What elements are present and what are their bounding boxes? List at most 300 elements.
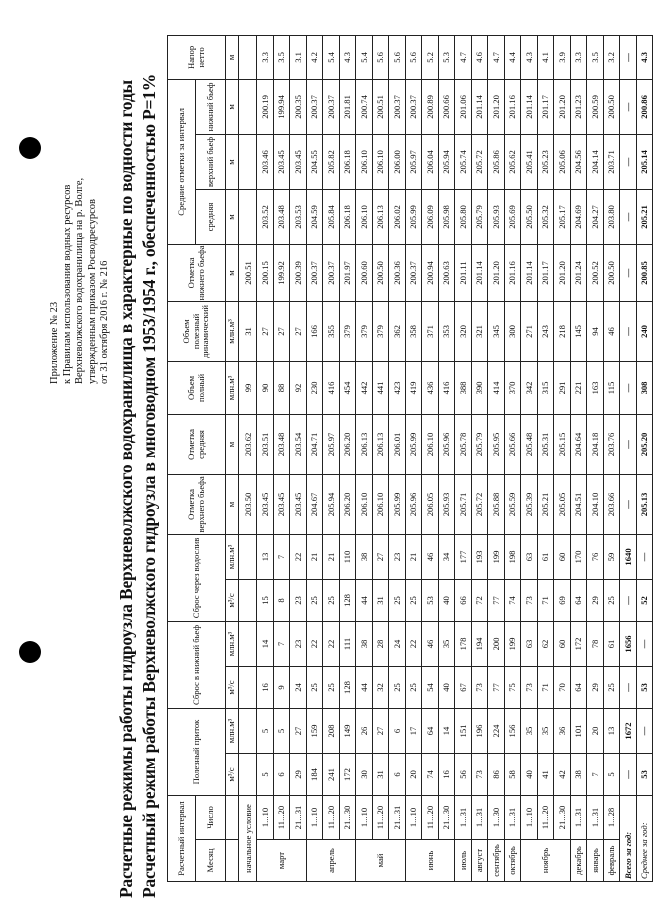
table-cell: 92 bbox=[290, 361, 307, 414]
table-cell: 206.05 bbox=[422, 474, 439, 534]
table-cell: 355 bbox=[323, 301, 340, 361]
table-cell: 115 bbox=[603, 361, 620, 414]
table-cell: 205.14 bbox=[636, 134, 653, 189]
table-row bbox=[372, 35, 389, 881]
table-cell: 22 bbox=[306, 621, 323, 666]
table-cell: 203.48 bbox=[273, 189, 290, 244]
table-cell: 7 bbox=[273, 621, 290, 666]
table-cell: 94 bbox=[587, 301, 604, 361]
table-cell: 61 bbox=[603, 621, 620, 666]
table-cell: 177 bbox=[455, 534, 472, 579]
table-row bbox=[306, 35, 323, 881]
header-mean-upper: верхний бьеф bbox=[196, 134, 226, 189]
month-cell: март bbox=[257, 840, 307, 882]
table-cell: 203.45 bbox=[290, 474, 307, 534]
table-cell bbox=[239, 666, 257, 708]
table-cell: 178 bbox=[455, 621, 472, 666]
table-cell: 205.72 bbox=[471, 474, 488, 534]
table-cell: 25 bbox=[603, 666, 620, 708]
table-cell: 205.96 bbox=[438, 414, 455, 474]
table-cell: 200.50 bbox=[372, 244, 389, 301]
table-cell: 71 bbox=[537, 579, 554, 621]
table-cell: 200.37 bbox=[405, 244, 422, 301]
table-cell: 101 bbox=[570, 708, 587, 753]
table-cell: 4.7 bbox=[455, 35, 472, 79]
table-cell: 206.13 bbox=[356, 414, 373, 474]
table-cell: 60 bbox=[554, 534, 571, 579]
table-cell: 40 bbox=[521, 754, 538, 796]
header-tailwater-discharge: Сброс в нижний бьеф bbox=[168, 621, 226, 708]
table-row bbox=[488, 35, 505, 881]
table-cell: 201.14 bbox=[521, 244, 538, 301]
table-cell: 203.66 bbox=[603, 474, 620, 534]
table-cell: 205.86 bbox=[488, 134, 505, 189]
table-cell: 46 bbox=[422, 534, 439, 579]
unit-cell: м³/с bbox=[226, 666, 239, 708]
table-cell: 203.50 bbox=[239, 474, 257, 534]
table-row bbox=[504, 35, 521, 881]
header-month: Месяц bbox=[196, 840, 226, 882]
table-cell: 72 bbox=[471, 579, 488, 621]
table-cell: 23 bbox=[389, 534, 406, 579]
day-cell: 21...31 bbox=[290, 796, 307, 840]
punch-hole-top bbox=[19, 137, 41, 159]
table-cell: 205.72 bbox=[471, 134, 488, 189]
table-cell: 25 bbox=[603, 579, 620, 621]
table-cell: 35 bbox=[521, 708, 538, 753]
table-cell: 63 bbox=[521, 534, 538, 579]
table-cell: 24 bbox=[290, 666, 307, 708]
day-cell: 11...20 bbox=[422, 796, 439, 840]
average-row bbox=[636, 35, 653, 881]
table-cell: 166 bbox=[306, 301, 323, 361]
table-cell: 203.51 bbox=[257, 414, 274, 474]
initial-condition-label: начальное условие bbox=[239, 796, 257, 882]
table-cell: 201.24 bbox=[570, 244, 587, 301]
table-cell: 69 bbox=[554, 579, 571, 621]
table-cell: 58 bbox=[504, 754, 521, 796]
header-upstream-level: Отметка верхнего бьефа bbox=[168, 474, 226, 534]
table-cell: 206.04 bbox=[422, 134, 439, 189]
total-row bbox=[620, 35, 637, 881]
table-cell: 203.71 bbox=[603, 134, 620, 189]
table-cell: 224 bbox=[488, 708, 505, 753]
table-cell: 77 bbox=[488, 666, 505, 708]
document-titles bbox=[115, 18, 161, 898]
table-cell: 4.1 bbox=[537, 35, 554, 79]
table-cell: 201.20 bbox=[488, 244, 505, 301]
header-mid-level: Отметка средняя bbox=[168, 414, 226, 474]
table-cell: 204.51 bbox=[570, 474, 587, 534]
table-row bbox=[290, 35, 307, 881]
table-row bbox=[273, 35, 290, 881]
unit-cell: м bbox=[226, 414, 239, 474]
day-cell: 11...20 bbox=[372, 796, 389, 840]
table-cell bbox=[239, 621, 257, 666]
table-cell: — bbox=[620, 666, 637, 708]
table-cell: 204.10 bbox=[587, 474, 604, 534]
table-cell: 1672 bbox=[620, 708, 637, 753]
table-cell: 44 bbox=[356, 666, 373, 708]
table-cell: 4.2 bbox=[306, 35, 323, 79]
table-cell: 205.78 bbox=[455, 414, 472, 474]
table-cell: 172 bbox=[339, 754, 356, 796]
header-mean-levels: Средние отметки за интервал bbox=[168, 79, 196, 244]
table-cell: 205.20 bbox=[636, 414, 653, 474]
header-mean-mid: средняя bbox=[196, 189, 226, 244]
units-row bbox=[226, 35, 239, 881]
table-cell: 271 bbox=[521, 301, 538, 361]
table-cell: 371 bbox=[422, 301, 439, 361]
table-cell: 76 bbox=[587, 534, 604, 579]
table-cell: 5.6 bbox=[372, 35, 389, 79]
table-cell: 149 bbox=[339, 708, 356, 753]
table-cell: 70 bbox=[554, 666, 571, 708]
table-cell: 205.80 bbox=[455, 189, 472, 244]
table-cell: 205.96 bbox=[405, 474, 422, 534]
table-cell: 23 bbox=[290, 579, 307, 621]
table-cell: 200.37 bbox=[389, 79, 406, 134]
table-cell: 111 bbox=[339, 621, 356, 666]
day-cell: 1...10 bbox=[356, 796, 373, 840]
table-cell: 379 bbox=[339, 301, 356, 361]
table-cell: 205.50 bbox=[521, 189, 538, 244]
table-cell: 16 bbox=[438, 754, 455, 796]
month-cell: август bbox=[471, 840, 488, 882]
table-cell: 6 bbox=[389, 708, 406, 753]
day-cell: 21...31 bbox=[389, 796, 406, 840]
table-cell: 205.06 bbox=[554, 134, 571, 189]
header-mean-lower: нижний бьеф bbox=[196, 79, 226, 134]
table-cell: 201.14 bbox=[521, 79, 538, 134]
month-cell: октябрь bbox=[504, 840, 521, 882]
table-cell: 198 bbox=[504, 534, 521, 579]
table-cell: 206.18 bbox=[339, 134, 356, 189]
table-cell: 200.35 bbox=[290, 79, 307, 134]
table-cell: 230 bbox=[306, 361, 323, 414]
table-row bbox=[438, 35, 455, 881]
table-cell: 4.7 bbox=[488, 35, 505, 79]
table-cell: 320 bbox=[455, 301, 472, 361]
table-cell: 66 bbox=[455, 579, 472, 621]
table-cell: 73 bbox=[471, 666, 488, 708]
table-cell: 205.23 bbox=[537, 134, 554, 189]
month-cell: декабрь bbox=[570, 840, 587, 882]
table-row bbox=[570, 35, 587, 881]
table-cell: 201.20 bbox=[488, 79, 505, 134]
table-row bbox=[257, 35, 274, 881]
table-cell: 71 bbox=[537, 666, 554, 708]
table-cell: 159 bbox=[306, 708, 323, 753]
table-cell: 53 bbox=[636, 754, 653, 796]
table-cell: 184 bbox=[306, 754, 323, 796]
table-cell: 204.14 bbox=[587, 134, 604, 189]
table-cell: — bbox=[620, 189, 637, 244]
table-cell: 196 bbox=[471, 708, 488, 753]
table-cell: 67 bbox=[455, 666, 472, 708]
table-cell: 3.2 bbox=[603, 35, 620, 79]
day-cell: 1...31 bbox=[471, 796, 488, 840]
unit-cell: м bbox=[226, 474, 239, 534]
table-cell: 170 bbox=[570, 534, 587, 579]
table-cell: 345 bbox=[488, 301, 505, 361]
table-cell: 200.85 bbox=[636, 244, 653, 301]
table-cell: 25 bbox=[306, 579, 323, 621]
table-cell: 14 bbox=[257, 621, 274, 666]
table-cell: 199.92 bbox=[273, 244, 290, 301]
table-cell: 27 bbox=[257, 301, 274, 361]
table-cell: 36 bbox=[554, 708, 571, 753]
day-cell: 1...31 bbox=[455, 796, 472, 840]
table-cell: 218 bbox=[554, 301, 571, 361]
table-cell: 200.60 bbox=[356, 244, 373, 301]
table-cell: 27 bbox=[273, 301, 290, 361]
table-row bbox=[422, 35, 439, 881]
table-cell: 205.15 bbox=[554, 414, 571, 474]
table-cell: 172 bbox=[570, 621, 587, 666]
total-label: Всего за год: bbox=[620, 796, 637, 882]
table-cell: 194 bbox=[471, 621, 488, 666]
table-cell: 243 bbox=[537, 301, 554, 361]
table-cell: 6 bbox=[389, 754, 406, 796]
table-cell: 24 bbox=[389, 621, 406, 666]
table-cell: 46 bbox=[603, 301, 620, 361]
table-cell bbox=[239, 579, 257, 621]
header-inflow: Полезный приток bbox=[168, 708, 226, 795]
table-cell: 62 bbox=[537, 621, 554, 666]
day-cell: 1...31 bbox=[570, 796, 587, 840]
table-cell: 240 bbox=[636, 301, 653, 361]
table-cell: 5 bbox=[257, 708, 274, 753]
table-cell: 46 bbox=[422, 621, 439, 666]
month-cell: май bbox=[356, 840, 406, 882]
table-cell: 73 bbox=[521, 666, 538, 708]
table-cell: 201.97 bbox=[339, 244, 356, 301]
table-cell: 4.4 bbox=[504, 35, 521, 79]
month-cell: июль bbox=[455, 840, 472, 882]
table-cell: 53 bbox=[422, 579, 439, 621]
table-cell: 206.01 bbox=[389, 414, 406, 474]
table-cell: 200.63 bbox=[438, 244, 455, 301]
table-cell: 204.67 bbox=[306, 474, 323, 534]
table-cell: 3.5 bbox=[273, 35, 290, 79]
header-spillway-discharge: Сброс через водослив bbox=[168, 534, 226, 621]
table-cell: 16 bbox=[257, 666, 274, 708]
regime-table bbox=[167, 35, 653, 882]
table-cell: 54 bbox=[422, 666, 439, 708]
table-cell: 201.17 bbox=[537, 79, 554, 134]
table-cell bbox=[239, 708, 257, 753]
day-cell: 1...31 bbox=[587, 796, 604, 840]
table-cell: 22 bbox=[405, 621, 422, 666]
table-cell: 205.39 bbox=[521, 474, 538, 534]
table-cell: 416 bbox=[323, 361, 340, 414]
table-cell: 29 bbox=[587, 666, 604, 708]
table-cell: 61 bbox=[537, 534, 554, 579]
table-cell bbox=[239, 79, 257, 134]
table-cell: 1656 bbox=[620, 621, 637, 666]
table-cell: 28 bbox=[372, 621, 389, 666]
table-cell: 200.50 bbox=[603, 244, 620, 301]
table-cell: 205.74 bbox=[455, 134, 472, 189]
appendix-line: Верхневолжского водохранилища на р. Волге, bbox=[74, 177, 86, 384]
table-cell: 206.13 bbox=[372, 414, 389, 474]
day-cell: 1...10 bbox=[521, 796, 538, 840]
table-cell: 204.71 bbox=[306, 414, 323, 474]
table-cell: 5 bbox=[273, 708, 290, 753]
table-cell: 3.9 bbox=[554, 35, 571, 79]
table-cell: 201.20 bbox=[554, 79, 571, 134]
table-cell: — bbox=[636, 708, 653, 753]
table-cell: 15 bbox=[257, 579, 274, 621]
table-cell: 205.21 bbox=[636, 189, 653, 244]
table-cell: 20 bbox=[587, 708, 604, 753]
table-cell: 5.4 bbox=[323, 35, 340, 79]
unit-cell: м³/с bbox=[226, 754, 239, 796]
table-cell: — bbox=[620, 35, 637, 79]
table-cell: 205.17 bbox=[554, 189, 571, 244]
table-cell: — bbox=[620, 301, 637, 361]
table-cell: 60 bbox=[554, 621, 571, 666]
day-cell: 11...20 bbox=[323, 796, 340, 840]
table-cell: 205.79 bbox=[471, 189, 488, 244]
table-cell: 206.10 bbox=[372, 134, 389, 189]
table-cell: 4.6 bbox=[471, 35, 488, 79]
table-row bbox=[537, 35, 554, 881]
table-cell: 205.31 bbox=[537, 414, 554, 474]
table-cell: 201.16 bbox=[504, 244, 521, 301]
unit-cell: м bbox=[226, 35, 239, 79]
table-cell: 200.52 bbox=[587, 244, 604, 301]
table-cell: 379 bbox=[356, 301, 373, 361]
table-cell: 414 bbox=[488, 361, 505, 414]
table-cell: 200.15 bbox=[257, 244, 274, 301]
table-cell: 203.48 bbox=[273, 414, 290, 474]
table-cell: 423 bbox=[389, 361, 406, 414]
table-cell: 204.64 bbox=[570, 414, 587, 474]
table-cell: 7 bbox=[273, 534, 290, 579]
table-cell: 40 bbox=[438, 666, 455, 708]
table-cell: 342 bbox=[521, 361, 538, 414]
table-cell: 5.6 bbox=[389, 35, 406, 79]
punch-hole-bottom bbox=[19, 641, 41, 663]
table-cell: 53 bbox=[636, 666, 653, 708]
unit-cell: м bbox=[226, 134, 239, 189]
table-cell: 206.10 bbox=[356, 189, 373, 244]
table-cell: 5.3 bbox=[438, 35, 455, 79]
table-cell: 206.18 bbox=[339, 189, 356, 244]
table-cell: 199 bbox=[504, 621, 521, 666]
appendix-line: Приложение № 23 bbox=[49, 301, 60, 384]
table-cell: 201.17 bbox=[537, 244, 554, 301]
table-cell: 206.10 bbox=[356, 134, 373, 189]
table-cell: 25 bbox=[323, 666, 340, 708]
table-cell: 241 bbox=[323, 754, 340, 796]
table-row bbox=[471, 35, 488, 881]
table-cell: 200.50 bbox=[603, 79, 620, 134]
table-cell: 200.51 bbox=[372, 79, 389, 134]
table-cell bbox=[239, 134, 257, 189]
table-cell: 206.10 bbox=[356, 474, 373, 534]
table-cell: 205.71 bbox=[455, 474, 472, 534]
table-cell: 203.76 bbox=[603, 414, 620, 474]
month-cell: ноябрь bbox=[521, 840, 571, 882]
table-cell: 88 bbox=[273, 361, 290, 414]
header-downstream-level: Отметка нижнего бьефа bbox=[168, 244, 226, 301]
table-cell: 205.41 bbox=[521, 134, 538, 189]
table-cell: 25 bbox=[389, 579, 406, 621]
table-cell: 200.94 bbox=[422, 244, 439, 301]
table-cell: 21 bbox=[323, 534, 340, 579]
table-row bbox=[356, 35, 373, 881]
table-cell: 5.2 bbox=[422, 35, 439, 79]
day-cell: 21...30 bbox=[339, 796, 356, 840]
table-cell: 4.3 bbox=[521, 35, 538, 79]
day-cell: 11...20 bbox=[537, 796, 554, 840]
table-cell: 21 bbox=[306, 534, 323, 579]
table-cell: 204.56 bbox=[570, 134, 587, 189]
month-cell: январь bbox=[587, 840, 604, 882]
table-cell: 206.20 bbox=[339, 414, 356, 474]
table-cell: 200.37 bbox=[306, 244, 323, 301]
table-cell: 362 bbox=[389, 301, 406, 361]
table-cell: 201.20 bbox=[554, 244, 571, 301]
unit-cell: м bbox=[226, 79, 239, 134]
average-label: Среднее за год: bbox=[636, 796, 653, 882]
table-cell: 77 bbox=[488, 579, 505, 621]
table-cell: 13 bbox=[603, 708, 620, 753]
table-cell: 204.55 bbox=[306, 134, 323, 189]
table-cell: 29 bbox=[290, 754, 307, 796]
table-cell: 32 bbox=[372, 666, 389, 708]
table-row bbox=[405, 35, 422, 881]
table-cell: 200.74 bbox=[356, 79, 373, 134]
table-cell: 201.14 bbox=[471, 244, 488, 301]
table-cell: 31 bbox=[239, 301, 257, 361]
table-cell: 203.45 bbox=[290, 134, 307, 189]
table-cell: 200.36 bbox=[389, 244, 406, 301]
day-cell: 1...10 bbox=[257, 796, 274, 840]
table-cell: 203.62 bbox=[239, 414, 257, 474]
unit-cell: м³/с bbox=[226, 579, 239, 621]
header-head: Напор нетто bbox=[168, 35, 226, 79]
initial-condition-row bbox=[239, 35, 257, 881]
table-cell: 436 bbox=[422, 361, 439, 414]
table-cell: 3.1 bbox=[290, 35, 307, 79]
unit-cell: млн.м³ bbox=[226, 361, 239, 414]
table-cell: 27 bbox=[290, 708, 307, 753]
table-cell: 8 bbox=[273, 579, 290, 621]
table-cell: 206.10 bbox=[372, 474, 389, 534]
table-cell: 205.82 bbox=[323, 134, 340, 189]
table-cell: 200.89 bbox=[422, 79, 439, 134]
table-cell: 201.16 bbox=[504, 79, 521, 134]
table-cell: 204.18 bbox=[587, 414, 604, 474]
table-cell: 25 bbox=[306, 666, 323, 708]
table-cell: 128 bbox=[339, 579, 356, 621]
table-cell: 99 bbox=[239, 361, 257, 414]
table-cell: 193 bbox=[471, 534, 488, 579]
table-cell: 156 bbox=[504, 708, 521, 753]
table-cell: 205.66 bbox=[504, 414, 521, 474]
table-cell: 31 bbox=[372, 579, 389, 621]
table-row bbox=[587, 35, 604, 881]
table-cell: 44 bbox=[356, 579, 373, 621]
table-cell: 6 bbox=[273, 754, 290, 796]
appendix-line: от 31 октября 2016 г. № 216 bbox=[99, 260, 111, 384]
table-cell: 110 bbox=[339, 534, 356, 579]
table-cell: 454 bbox=[339, 361, 356, 414]
